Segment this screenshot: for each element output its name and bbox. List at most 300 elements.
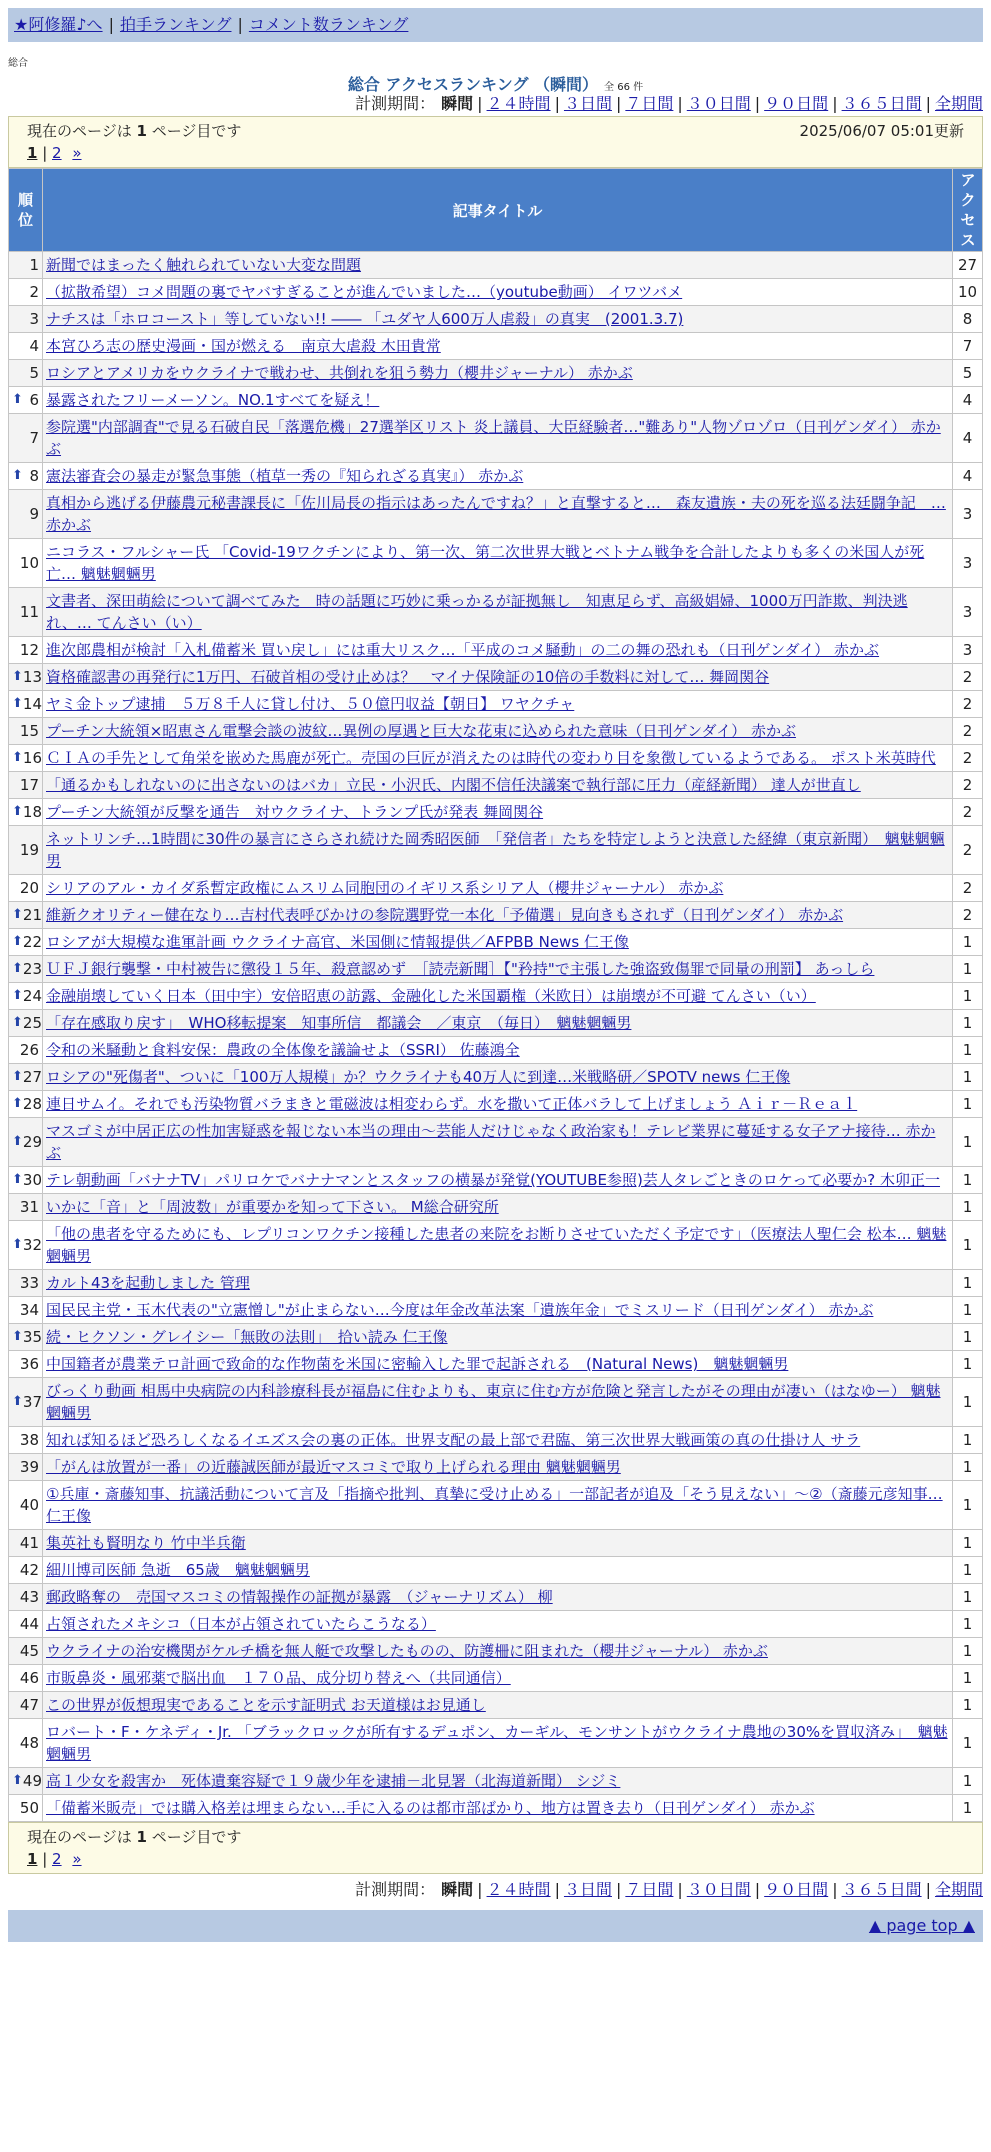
ranking-row: [9, 1118, 983, 1167]
pagination: 1 | 2 »: [27, 144, 82, 162]
title-cell: [43, 1665, 953, 1692]
rank-number: 26: [19, 1041, 39, 1059]
rank-cell: [9, 387, 43, 414]
title-cell: [43, 1768, 953, 1795]
article-link[interactable]: 維新クオリティー健在なり…吉村代表呼びかけの参院選野党一本化「予備選」見向きもされず（日刊ゲンダイ） 赤かぶ: [46, 906, 844, 924]
title-cell: [43, 1064, 953, 1091]
next-page-link-footer[interactable]: »: [72, 1850, 82, 1868]
title-cell: [43, 1557, 953, 1584]
rank-cell: [9, 1481, 43, 1530]
rank-number: 28: [22, 1095, 42, 1113]
rank-number: 32: [22, 1236, 42, 1254]
page-title: [0, 72, 991, 92]
access-count: 3: [953, 637, 983, 664]
rank-cell: [9, 1427, 43, 1454]
ranking-row: [9, 1297, 983, 1324]
ranking-row: [9, 387, 983, 414]
access-count: 1: [953, 1665, 983, 1692]
rank-cell: [9, 1297, 43, 1324]
rank-cell: [9, 1118, 43, 1167]
ranking-title: 総合 アクセスランキング （瞬間）: [347, 75, 599, 94]
title-cell: [43, 772, 953, 799]
rank-cell: [9, 1064, 43, 1091]
article-link[interactable]: 令和の米騒動と食料安保：農政の全体像を議論せよ（SSRI） 佐藤鴻全: [46, 1041, 520, 1059]
title-cell: [43, 1324, 953, 1351]
access-count: 7: [953, 333, 983, 360]
rank-number: 12: [19, 641, 39, 659]
rank-cell: [9, 1194, 43, 1221]
rank-cell: [9, 983, 43, 1010]
period-selector: [0, 92, 991, 116]
updated-time: 2025/06/07 05:01更新: [799, 122, 964, 140]
rank-number: 44: [19, 1615, 39, 1633]
rank-cell: [9, 1270, 43, 1297]
ranking-row: [9, 875, 983, 902]
rank-cell: [9, 875, 43, 902]
rank-number: 8: [29, 467, 39, 485]
rank-number: 40: [19, 1496, 39, 1514]
article-link[interactable]: 参院選"内部調査"で見る石破自民「落選危機」27選挙区リスト 炎上議員、大臣経験者…"難あり"人物ゾロゾロ（日刊ゲンダイ） 赤かぶ: [46, 418, 941, 458]
rank-cell: [9, 1719, 43, 1768]
title-cell: [43, 279, 953, 306]
rank-number: 18: [22, 803, 42, 821]
rank-header: 順位: [9, 169, 43, 252]
article-link[interactable]: 連日サムイ。それでも汚染物質バラまきと電磁波は相変わらず。水を撒いて正体バラして上げましょう Ａｉｒ－Ｒｅａｌ: [46, 1095, 858, 1113]
article-link[interactable]: テレ朝動画「バナナTV」パリロケでバナナマンとスタッフの横暴が発覚(YOUTUBE参照)芸人タレごときのロケって必要か? 木卯正一: [46, 1171, 941, 1189]
article-link[interactable]: ヤミ金トップ逮捕 ５万８千人に貸し付け、５０億円収益【朝日】 ワヤクチャ: [46, 695, 575, 713]
rank-up-arrow-icon: ⬆: [12, 392, 23, 407]
access-count: 4: [953, 463, 983, 490]
article-link[interactable]: 資格確認書の再発行に1万円、石破首相の受け止めは？ マイナ保険証の10倍の手数料に対して… 舞岡関谷: [46, 668, 770, 686]
rank-cell: [9, 929, 43, 956]
top-nav-bar: [8, 8, 983, 42]
applause-ranking-link[interactable]: 拍手ランキング: [119, 15, 232, 34]
access-count: 1: [953, 1324, 983, 1351]
home-link[interactable]: ★阿修羅♪へ: [14, 15, 103, 34]
article-link[interactable]: 中国籍者が農業テロ計画で致命的な作物菌を米国に密輸入した罪で起訴される (Natural News) 魑魅魍魎男: [46, 1355, 789, 1373]
access-count: 1: [953, 1064, 983, 1091]
ranking-row: [9, 279, 983, 306]
period-separator: |: [554, 94, 560, 113]
article-link[interactable]: 本宮ひろ志の歴史漫画・国が燃える 南京大虐殺 木田貴常: [46, 337, 441, 355]
ranking-row: [9, 1221, 983, 1270]
period-link-7[interactable]: 全期間: [934, 94, 983, 113]
article-link[interactable]: プーチン大統領×昭恵さん電撃会談の波紋…異例の厚遇と巨大な花束に込められた意味（日刊ゲンダイ） 赤かぶ: [46, 722, 796, 740]
page-info-footer: [8, 1822, 983, 1874]
title-cell: [43, 1194, 953, 1221]
rank-up-arrow-icon: ⬆: [12, 1329, 23, 1344]
access-count: 1: [953, 1454, 983, 1481]
access-count: 3: [953, 490, 983, 539]
rank-up-arrow-icon: ⬆: [12, 907, 23, 922]
period-link-2-bottom[interactable]: ３日間: [563, 1880, 612, 1899]
period-link-4-bottom[interactable]: ３０日間: [686, 1880, 751, 1899]
rank-cell: [9, 745, 43, 772]
title-cell: [43, 539, 953, 588]
rank-cell: [9, 1221, 43, 1270]
rank-number: 31: [19, 1198, 39, 1216]
period-link-6-bottom[interactable]: ３６５日間: [841, 1880, 922, 1899]
ranking-row: [9, 333, 983, 360]
access-count: 1: [953, 983, 983, 1010]
rank-cell: [9, 1795, 43, 1822]
access-count: 1: [953, 1091, 983, 1118]
next-page-link[interactable]: »: [72, 144, 82, 162]
access-count: 8: [953, 306, 983, 333]
rank-number: 19: [19, 841, 39, 859]
rank-number: 21: [22, 906, 42, 924]
article-link[interactable]: ロシアの"死傷者"、ついに「100万人規模」か？ウクライナも40万人に到達…米戦略研／SPOTV news 仁王像: [46, 1068, 791, 1086]
rank-number: 35: [22, 1328, 42, 1346]
title-cell: [43, 1118, 953, 1167]
rank-number: 7: [29, 429, 39, 447]
access-count: 2: [953, 664, 983, 691]
title-cell: [43, 1530, 953, 1557]
access-count: 4: [953, 387, 983, 414]
article-link[interactable]: ①兵庫・斎藤知事、抗議活動について言及「指摘や批判、真摯に受け止める」一部記者が追及「そう見えない」〜②（斎藤元彦知事… 仁王像: [46, 1485, 943, 1525]
article-link[interactable]: ＵＦＪ銀行襲撃・中村被告に懲役１５年、殺意認めず ［読売新聞］【"矜持"で主張した強盗致傷罪で同量の刑罰】 あっしら: [46, 960, 875, 978]
rank-cell: [9, 799, 43, 826]
rank-cell: [9, 463, 43, 490]
article-link[interactable]: 真相から逃げる伊藤農元秘書課長に「佐川局長の指示はあったんですね？」と直撃すると… 森友遺族・夫の死を巡る法廷闘争記 … 赤かぶ: [46, 494, 946, 534]
rank-number: 11: [19, 603, 39, 621]
rank-number: 6: [29, 391, 39, 409]
page-info-box: [8, 116, 983, 168]
ranking-row: [9, 1768, 983, 1795]
title-cell: [43, 1091, 953, 1118]
rank-cell: [9, 637, 43, 664]
article-link[interactable]: ロバート・F・ケネディ・Jr. 「ブラックロックが所有するデュポン、カーギル、モンサントがウクライナ農地の30%を買収済み」 魑魅魍魎男: [46, 1723, 948, 1763]
rank-cell: [9, 360, 43, 387]
rank-cell: [9, 1638, 43, 1665]
article-link[interactable]: 細川博司医師 急逝 65歳 魑魅魍魎男: [46, 1561, 310, 1579]
period-separator: |: [677, 1880, 683, 1899]
rank-number: 50: [19, 1799, 39, 1817]
title-cell: [43, 718, 953, 745]
rank-number: 10: [19, 554, 39, 572]
article-link[interactable]: ロシアとアメリカをウクライナで戦わせ、共倒れを狙う勢力（櫻井ジャーナル） 赤かぶ: [46, 364, 633, 382]
period-link-7-bottom[interactable]: 全期間: [934, 1880, 983, 1899]
rank-cell: [9, 1454, 43, 1481]
article-link[interactable]: 占領されたメキシコ（日本が占領されていたらこうなる）: [46, 1615, 436, 1633]
access-count: 2: [953, 826, 983, 875]
total-count: 全 66 件: [604, 82, 644, 93]
title-cell: [43, 637, 953, 664]
article-link[interactable]: 進次郎農相が検討「入札備蓄米 買い戻し」には重大リスク…「平成のコメ騒動」の二の舞の恐れも（日刊ゲンダイ） 赤かぶ: [46, 641, 880, 659]
rank-number: 27: [22, 1068, 42, 1086]
ranking-row: [9, 664, 983, 691]
access-count: 27: [953, 252, 983, 279]
article-link[interactable]: 「備蓄米販売」では購入格差は埋まらない…手に入るのは都市部ばかり、地方は置き去り（日刊ゲンダイ） 赤かぶ: [46, 1799, 815, 1817]
article-link[interactable]: 「がんは放置が一番」の近藤誠医師が最近マスコミで取り上げられる理由 魑魅魍魎男: [46, 1458, 621, 1476]
current-page-text: 現在のページは 1 ページ目です: [27, 122, 242, 140]
article-link[interactable]: びっくり動画 相馬中央病院の内科診療科長が福島に住むよりも、東京に住む方が危険と発言したがその理由が凄い（はなゆー） 魑魅魍魎男: [46, 1382, 941, 1422]
period-link-3-bottom[interactable]: ７日間: [625, 1880, 674, 1899]
rank-number: 48: [19, 1734, 39, 1752]
access-count: 1: [953, 1557, 983, 1584]
bottom-bar: [8, 1910, 983, 1942]
article-link[interactable]: 郵政略奪の 売国マスコミの情報操作の証拠が暴露 （ジャーナリズム） 柳: [46, 1588, 553, 1606]
title-cell: [43, 1167, 953, 1194]
access-count: 2: [953, 902, 983, 929]
rank-cell: [9, 1324, 43, 1351]
title-cell: [43, 1037, 953, 1064]
article-link[interactable]: シリアのアル・カイダ系暫定政権にムスリム同胞団のイギリス系シリア人（櫻井ジャーナル） 赤かぶ: [46, 879, 724, 897]
rank-number: 45: [19, 1642, 39, 1660]
rank-cell: [9, 956, 43, 983]
title-cell: [43, 588, 953, 637]
title-cell: [43, 799, 953, 826]
title-cell: [43, 1351, 953, 1378]
ranking-row: [9, 745, 983, 772]
article-link[interactable]: 文書者、深田萌絵について調べてみた 時の話題に巧妙に乗っかるが証拠無し 知恵足らず、高級娼婦、1000万円詐欺、判決逃れ、… てんさい（い）: [46, 592, 908, 632]
period-label: 計測期間：: [355, 94, 436, 113]
rank-cell: [9, 691, 43, 718]
ranking-row: [9, 306, 983, 333]
title-cell: [43, 826, 953, 875]
rank-number: 36: [19, 1355, 39, 1373]
ranking-row: [9, 463, 983, 490]
period-link-3[interactable]: ７日間: [625, 94, 674, 113]
article-link[interactable]: 金融崩壊していく日本（田中宇）安倍昭恵の訪露、金融化した米国覇権（米欧日）は崩壊が不可避 てんさい（い）: [46, 987, 816, 1005]
access-count: 2: [953, 799, 983, 826]
ranking-row: [9, 929, 983, 956]
access-count: 5: [953, 360, 983, 387]
access-count: 2: [953, 875, 983, 902]
title-cell: [43, 463, 953, 490]
ranking-row: [9, 1324, 983, 1351]
period-label: 計測期間：: [355, 1880, 436, 1899]
rank-up-arrow-icon: ⬆: [12, 669, 23, 684]
ranking-row: [9, 1194, 983, 1221]
rank-cell: [9, 772, 43, 799]
rank-up-arrow-icon: ⬆: [12, 1134, 23, 1149]
ranking-row: [9, 799, 983, 826]
rank-cell: [9, 1167, 43, 1194]
access-count: 2: [953, 772, 983, 799]
rank-number: 13: [22, 668, 42, 686]
rank-cell: [9, 1768, 43, 1795]
ranking-row: [9, 1427, 983, 1454]
ranking-row: [9, 826, 983, 875]
article-link[interactable]: 市販鼻炎・風邪薬で脳出血 １７０品、成分切り替えへ（共同通信）: [46, 1669, 511, 1687]
current-page-text-footer: 現在のページは 1 ページ目です: [27, 1828, 242, 1846]
rank-number: 46: [19, 1669, 39, 1687]
period-link-6[interactable]: ３６５日間: [841, 94, 922, 113]
rank-up-arrow-icon: ⬆: [12, 804, 23, 819]
title-cell: [43, 1481, 953, 1530]
article-link[interactable]: 「存在感取り戻す」 WHO移転提案 知事所信 都議会 ／東京 （毎日） 魑魅魍魎男: [46, 1014, 632, 1032]
title-cell: [43, 956, 953, 983]
period-separator: |: [615, 1880, 622, 1899]
rank-number: 39: [19, 1458, 39, 1476]
rank-up-arrow-icon: ⬆: [12, 468, 23, 483]
access-count: 2: [953, 718, 983, 745]
ranking-row: [9, 637, 983, 664]
comment-ranking-link[interactable]: コメント数ランキング: [248, 15, 409, 34]
rank-cell: [9, 279, 43, 306]
ranking-row: [9, 1378, 983, 1427]
ranking-row: [9, 1481, 983, 1530]
ranking-row: [9, 1665, 983, 1692]
title-cell: [43, 1427, 953, 1454]
rank-number: 17: [19, 776, 39, 794]
ranking-row: [9, 691, 983, 718]
rank-number: 4: [29, 337, 39, 355]
page-2-link[interactable]: 2: [52, 144, 62, 162]
ranking-row: [9, 490, 983, 539]
article-link[interactable]: 国民民主党・玉木代表の"立憲憎し"が止まらない…今度は年金改革法案「遺族年金」でミスリード（日刊ゲンダイ） 赤かぶ: [46, 1301, 874, 1319]
rank-cell: [9, 1010, 43, 1037]
article-link[interactable]: いかに「音」と「周波数」が重要かを知って下さい。 M総合研究所: [46, 1198, 499, 1216]
ranking-row: [9, 1167, 983, 1194]
article-link[interactable]: マスゴミが中居正広の性加害疑惑を報じない本当の理由〜芸能人だけじゃなく政治家も！テレビ業界に蔓延する女子アナ接待… 赤かぶ: [46, 1122, 936, 1162]
ranking-row: [9, 1530, 983, 1557]
period-link-4[interactable]: ３０日間: [686, 94, 751, 113]
title-cell: [43, 252, 953, 279]
ranking-row: [9, 588, 983, 637]
title-cell: [43, 902, 953, 929]
period-link-2[interactable]: ３日間: [563, 94, 612, 113]
period-link-5-bottom[interactable]: ９０日間: [764, 1880, 829, 1899]
title-cell: [43, 1221, 953, 1270]
rank-up-arrow-icon: ⬆: [12, 750, 23, 765]
rank-number: 15: [19, 722, 39, 740]
ranking-row: [9, 1611, 983, 1638]
ranking-row: [9, 983, 983, 1010]
access-count: 10: [953, 279, 983, 306]
article-link[interactable]: ニコラス・フルシャー氏 「Covid-19ワクチンにより、第一次、第二次世界大戦とベトナム戦争を合計したよりも多くの米国人が死亡… 魑魅魍魎男: [46, 543, 925, 583]
rank-up-arrow-icon: ⬆: [12, 961, 23, 976]
article-link[interactable]: 高１少女を殺害か 死体遺棄容疑で１９歳少年を逮捕－北見署（北海道新聞） シジミ: [46, 1772, 621, 1790]
period-link-5[interactable]: ９０日間: [764, 94, 829, 113]
rank-number: 23: [22, 960, 42, 978]
rank-cell: [9, 252, 43, 279]
article-link[interactable]: ロシアが大規模な進軍計画 ウクライナ高官、米国側に情報提供／AFPBB News 仁王像: [46, 933, 629, 951]
ranking-row: [9, 1557, 983, 1584]
pagination-footer: 1 | 2 »: [27, 1850, 82, 1868]
access-count: 1: [953, 1297, 983, 1324]
rank-number: 20: [19, 879, 39, 897]
rank-up-arrow-icon: ⬆: [12, 696, 23, 711]
title-cell: [43, 875, 953, 902]
ranking-row: [9, 1091, 983, 1118]
rank-up-arrow-icon: ⬆: [12, 1237, 23, 1252]
access-count: 1: [953, 1768, 983, 1795]
rank-cell: [9, 414, 43, 463]
page-1: 1: [27, 144, 38, 162]
article-link[interactable]: ナチスは「ホロコースト」等していない!! ―― 「ユダヤ人600万人虐殺」の真実 (2001.3.7): [46, 310, 684, 328]
page-top-link[interactable]: ▲ page top ▲: [868, 1916, 975, 1935]
ranking-row: [9, 772, 983, 799]
article-link[interactable]: カルト43を起動しました 管理: [46, 1274, 250, 1292]
page-2-link-footer[interactable]: 2: [52, 1850, 62, 1868]
title-cell: [43, 929, 953, 956]
section-label: 総合: [8, 58, 28, 69]
article-link[interactable]: 憲法審査会の暴走が緊急事態（植草一秀の『知られざる真実』） 赤かぶ: [46, 467, 524, 485]
ranking-row: [9, 1454, 983, 1481]
rank-cell: [9, 588, 43, 637]
article-link[interactable]: 「通るかもしれないのに出さないのはバカ」立民・小沢氏、内閣不信任決議案で執行部に圧力（産経新聞） 達人が世直し: [46, 776, 861, 794]
ranking-row: [9, 252, 983, 279]
access-count: 1: [953, 1795, 983, 1822]
rank-number: 42: [19, 1561, 39, 1579]
rank-cell: [9, 1692, 43, 1719]
access-count: 3: [953, 588, 983, 637]
title-cell: [43, 1719, 953, 1768]
article-link[interactable]: 「他の患者を守るためにも、レプリコンワクチン接種した患者の来院をお断りさせていただく予定です」（医療法人聖仁会 松本… 魑魅魍魎男: [46, 1225, 947, 1265]
rank-number: 25: [22, 1014, 42, 1032]
rank-number: 47: [19, 1696, 39, 1714]
ranking-row: [9, 1270, 983, 1297]
rank-up-arrow-icon: ⬆: [12, 1773, 23, 1788]
period-separator: |: [832, 94, 838, 113]
rank-cell: [9, 1378, 43, 1427]
title-cell: [43, 983, 953, 1010]
period-separator: |: [554, 1880, 560, 1899]
ranking-row: [9, 360, 983, 387]
title-cell: [43, 664, 953, 691]
rank-up-arrow-icon: ⬆: [12, 988, 23, 1003]
title-cell: [43, 1297, 953, 1324]
rank-cell: [9, 333, 43, 360]
article-link[interactable]: 知れば知るほど恐ろしくなるイエズス会の裏の正体。世界支配の最上部で君臨、第三次世界大戦画策の真の仕掛け人 サラ: [46, 1431, 861, 1449]
period-current: 瞬間: [441, 94, 474, 113]
access-count: 2: [953, 745, 983, 772]
rank-number: 5: [29, 364, 39, 382]
article-link[interactable]: この世界が仮想現実であることを示す証明式 お天道様はお見通し: [46, 1696, 486, 1714]
article-link[interactable]: 続・ヒクソン・グレイシー「無敗の法則」 拾い読み 仁王像: [46, 1328, 448, 1346]
rank-cell: [9, 1665, 43, 1692]
ranking-row: [9, 956, 983, 983]
rank-number: 22: [22, 933, 42, 951]
article-link[interactable]: プーチン大統領が反撃を通告 対ウクライナ、トランプ氏が発表 舞岡関谷: [46, 803, 544, 821]
title-cell: [43, 414, 953, 463]
article-link[interactable]: 新聞ではまったく触れられていない大変な問題: [46, 256, 362, 274]
article-link[interactable]: 集英社も賢明なり 竹中半兵衛: [46, 1534, 246, 1552]
title-cell: [43, 691, 953, 718]
access-count: 1: [953, 929, 983, 956]
rank-cell: [9, 306, 43, 333]
access-count: 1: [953, 1584, 983, 1611]
article-link[interactable]: ウクライナの治安機関がケルチ橋を無人艇で攻撃したものの、防護柵に阻まれた（櫻井ジャーナル） 赤かぶ: [46, 1642, 768, 1660]
rank-number: 14: [22, 695, 42, 713]
access-count: 1: [953, 1427, 983, 1454]
period-separator: |: [754, 94, 761, 113]
ranking-row: [9, 1064, 983, 1091]
title-cell: [43, 1692, 953, 1719]
rank-cell: [9, 664, 43, 691]
period-link-1-bottom[interactable]: ２４時間: [486, 1880, 551, 1899]
period-separator: |: [925, 94, 931, 113]
rank-cell: [9, 1557, 43, 1584]
ranking-row: [9, 902, 983, 929]
title-cell: [43, 1611, 953, 1638]
article-link[interactable]: （拡散希望）コメ問題の裏でヤバすぎることが進んでいました…（youtube動画） イワツバメ: [46, 283, 683, 301]
ranking-row: [9, 414, 983, 463]
rank-cell: [9, 1091, 43, 1118]
article-link[interactable]: 暴露されたフリーメーソン。NO.1すべてを疑え！: [46, 391, 380, 409]
title-cell: [43, 1454, 953, 1481]
article-link[interactable]: ＣＩＡの手先として角栄を嵌めた馬鹿が死亡。売国の巨匠が消えたのは時代の変わり目を象徴しているようである。 ポスト米英時代: [46, 749, 936, 767]
period-link-1[interactable]: ２４時間: [486, 94, 551, 113]
period-separator: |: [615, 94, 622, 113]
ranking-row: [9, 1584, 983, 1611]
article-link[interactable]: ネットリンチ…1時間に30件の暴言にさらされ続けた岡秀昭医師 「発信者」たちを特定しようと決意した経緯（東京新聞） 魑魅魍魎男: [46, 830, 945, 870]
access-count: 1: [953, 1611, 983, 1638]
ranking-row: [9, 1692, 983, 1719]
access-count: 1: [953, 1378, 983, 1427]
